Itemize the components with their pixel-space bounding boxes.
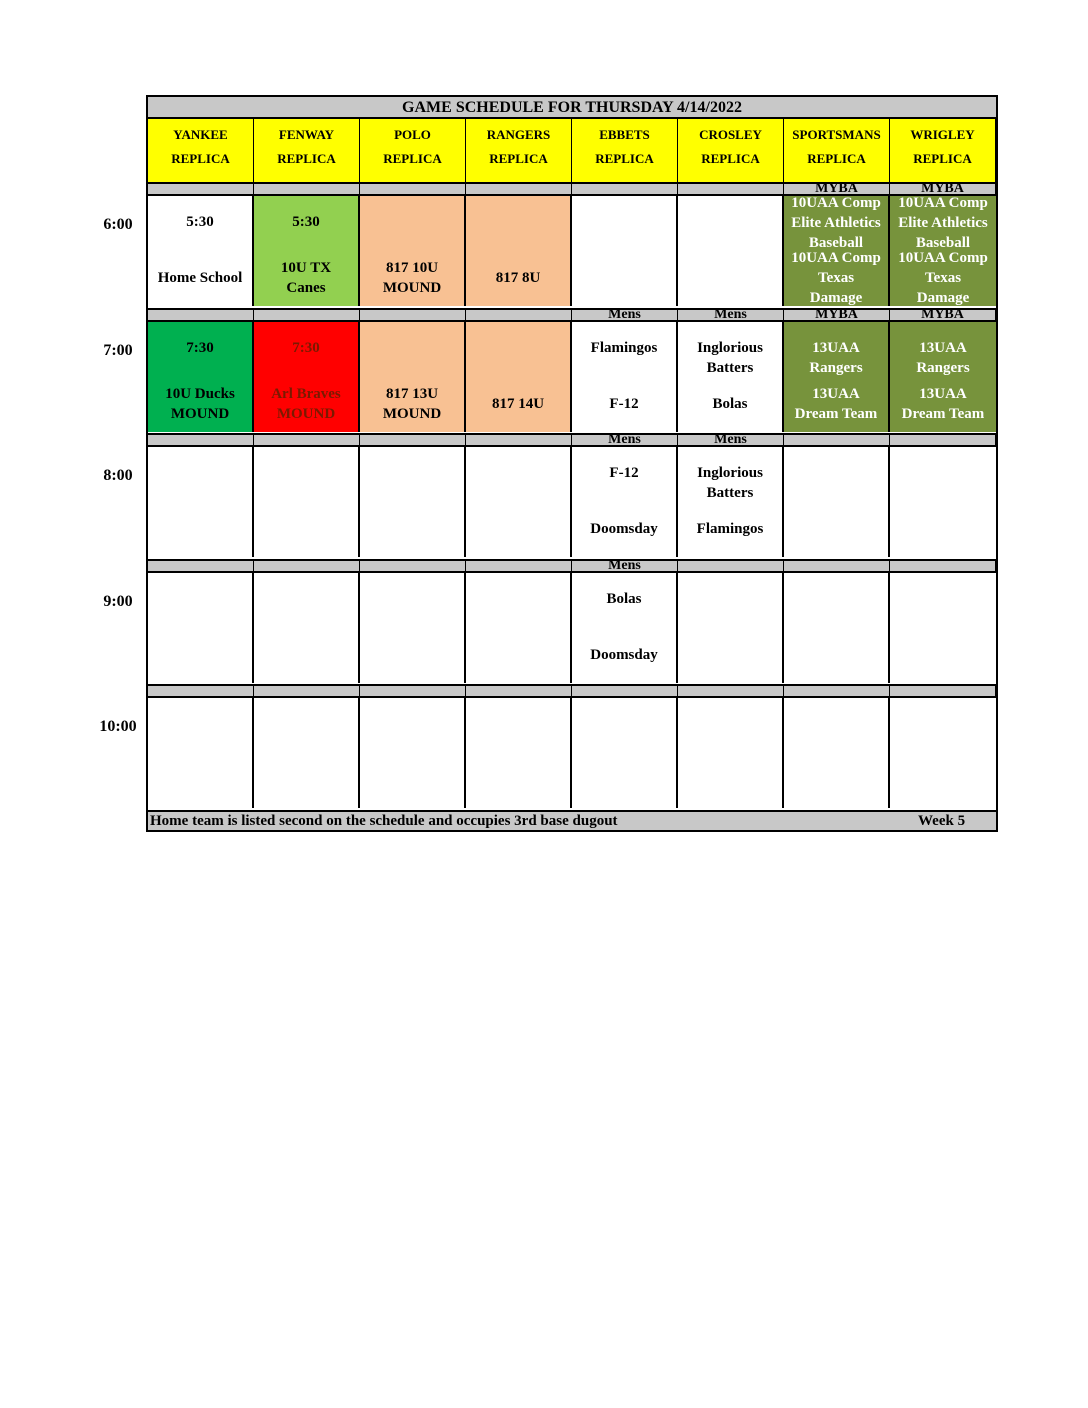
slot-top-text: 13UAA Rangers (809, 340, 863, 376)
game-slot (784, 698, 890, 808)
field-header-fenway (254, 119, 360, 182)
field-name: FENWAY (278, 127, 335, 142)
separator-label: Mens (678, 433, 784, 447)
home-team-note: Home team is listed second on the schedule and occupies 3rd base dugout (150, 813, 618, 829)
separator-label (572, 684, 678, 698)
separator-label (360, 684, 466, 698)
separator-label (890, 684, 996, 698)
game-slot (890, 698, 996, 808)
field-name: EBBETS (599, 127, 650, 142)
slot-bottom-text: 817 10U MOUND (382, 260, 442, 296)
game-slot (360, 322, 466, 432)
field-header-rangers (466, 119, 572, 182)
separator-label (254, 559, 360, 573)
game-slot (572, 196, 678, 306)
game-slot (360, 196, 466, 306)
field-header-yankee (148, 119, 254, 182)
game-slot (466, 573, 572, 683)
separator-label (784, 433, 890, 447)
slot-bottom-text: 13UAA Dream Team (794, 386, 878, 422)
slot-top-text: 7:30 (186, 340, 214, 356)
slot-bottom-text: Bolas (712, 396, 748, 412)
game-slot (360, 698, 466, 808)
separator-label (360, 559, 466, 573)
separator-label: MYBA (890, 308, 996, 322)
slot-bottom-text: Arl Braves MOUND (271, 386, 341, 422)
separator-label (360, 308, 466, 322)
separator-label (360, 433, 466, 447)
game-slot (148, 573, 254, 683)
week-label: Week 5 (918, 813, 966, 829)
game-slot (466, 322, 572, 432)
game-slot (572, 573, 678, 683)
separator-label (254, 182, 360, 196)
game-slot (254, 447, 360, 557)
separator-label (254, 433, 360, 447)
game-slot (678, 698, 784, 808)
field-name: WRIGLEY (910, 127, 975, 142)
game-slot (678, 196, 784, 306)
game-slot (784, 573, 890, 683)
field-sub: REPLICA (489, 151, 548, 166)
separator-label (678, 182, 784, 196)
field-sub: REPLICA (913, 151, 972, 166)
game-slot (148, 196, 254, 306)
time-label: 7:00 (103, 342, 133, 359)
game-slot (572, 322, 678, 432)
separator-label: MYBA (784, 308, 890, 322)
separator-label (148, 308, 254, 322)
separator-label: MYBA (784, 182, 890, 196)
game-slot (466, 698, 572, 808)
slot-bottom-text: 13UAA Dream Team (901, 386, 985, 422)
slot-bottom-text: 10U TX Canes (280, 260, 332, 296)
separator-label (254, 308, 360, 322)
game-slot (890, 447, 996, 557)
game-slot (254, 196, 360, 306)
field-header-sportsmans (784, 119, 890, 182)
separator-label (360, 182, 466, 196)
field-sub: REPLICA (701, 151, 760, 166)
game-slot (360, 447, 466, 557)
separator-label (148, 684, 254, 698)
game-slot (678, 573, 784, 683)
separator-label (784, 684, 890, 698)
slot-top-text: 13UAA Rangers (916, 340, 970, 376)
separator-label (466, 433, 572, 447)
field-name: YANKEE (173, 127, 228, 142)
separator-label (466, 308, 572, 322)
game-slot (890, 196, 996, 306)
game-slot (254, 698, 360, 808)
game-slot (784, 447, 890, 557)
slot-top-text: F-12 (609, 465, 639, 481)
game-slot (254, 322, 360, 432)
field-sub: REPLICA (807, 151, 866, 166)
time-label: 6:00 (103, 216, 133, 233)
time-label: 10:00 (99, 718, 137, 735)
game-slot (678, 447, 784, 557)
field-name: SPORTSMANS (792, 127, 881, 142)
field-header-ebbets (572, 119, 678, 182)
game-slot (784, 196, 890, 306)
separator-label (890, 433, 996, 447)
game-slot (572, 447, 678, 557)
game-slot (466, 447, 572, 557)
time-label: 9:00 (103, 593, 133, 610)
schedule-table (146, 95, 998, 832)
separator-label: Mens (678, 308, 784, 322)
slot-top-text: 10UAA Comp Elite Athletics Baseball (791, 196, 881, 251)
game-slot (148, 698, 254, 808)
field-sub: REPLICA (277, 151, 336, 166)
game-slot (254, 573, 360, 683)
field-header-crosley (678, 119, 784, 182)
time-label: 8:00 (103, 467, 133, 484)
separator-label: Mens (572, 559, 678, 573)
slot-top-text: 7:30 (292, 340, 320, 356)
slot-top-text: 5:30 (186, 214, 214, 230)
field-name: POLO (394, 127, 431, 142)
field-name: CROSLEY (699, 127, 762, 142)
slot-bottom-text: 10UAA Comp Texas Damage (898, 250, 988, 306)
separator-label (572, 182, 678, 196)
separator-label: Mens (572, 433, 678, 447)
field-sub: REPLICA (383, 151, 442, 166)
separator-label: Mens (572, 308, 678, 322)
slot-bottom-text: Flamingos (696, 521, 764, 537)
slot-bottom-text: Doomsday (590, 647, 658, 663)
game-slot (148, 447, 254, 557)
game-slot (466, 196, 572, 306)
separator-label (148, 559, 254, 573)
separator-label (466, 684, 572, 698)
separator-label (784, 559, 890, 573)
slot-top-text: 10UAA Comp Elite Athletics Baseball (898, 196, 988, 251)
slot-top-text: 5:30 (292, 214, 320, 230)
separator-label: MYBA (890, 182, 996, 196)
slot-bottom-text: 817 13U MOUND (382, 386, 442, 422)
game-slot (784, 322, 890, 432)
slot-top-text: Flamingos (590, 340, 658, 356)
field-sub: REPLICA (595, 151, 654, 166)
field-header-wrigley (890, 119, 996, 182)
game-slot (148, 322, 254, 432)
separator-label (254, 684, 360, 698)
slot-bottom-text: 10UAA Comp Texas Damage (791, 250, 881, 306)
slot-bottom-text: Doomsday (590, 521, 658, 537)
slot-top-text: Bolas (606, 591, 642, 607)
slot-bottom-text: 10U Ducks MOUND (165, 386, 235, 422)
slot-top-text: Inglorious Batters (697, 340, 763, 376)
slot-bottom-text: 817 8U (495, 270, 541, 286)
field-sub: REPLICA (171, 151, 230, 166)
separator-label (678, 684, 784, 698)
field-name: RANGERS (486, 127, 551, 142)
game-slot (890, 322, 996, 432)
separator-label (148, 433, 254, 447)
separator-label (466, 182, 572, 196)
slot-bottom-text: Home School (157, 270, 243, 286)
field-header-polo (360, 119, 466, 182)
separator-label (890, 559, 996, 573)
separator-label (466, 559, 572, 573)
slot-bottom-text: F-12 (609, 396, 639, 412)
game-slot (890, 573, 996, 683)
schedule-footer (148, 810, 996, 830)
game-slot (572, 698, 678, 808)
schedule-title: GAME SCHEDULE FOR THURSDAY 4/14/2022 (148, 97, 996, 119)
slot-bottom-text: 817 14U (491, 396, 545, 412)
game-slot (678, 322, 784, 432)
slot-top-text: Inglorious Batters (697, 465, 763, 501)
separator-label (148, 182, 254, 196)
game-slot (360, 573, 466, 683)
separator-label (678, 559, 784, 573)
